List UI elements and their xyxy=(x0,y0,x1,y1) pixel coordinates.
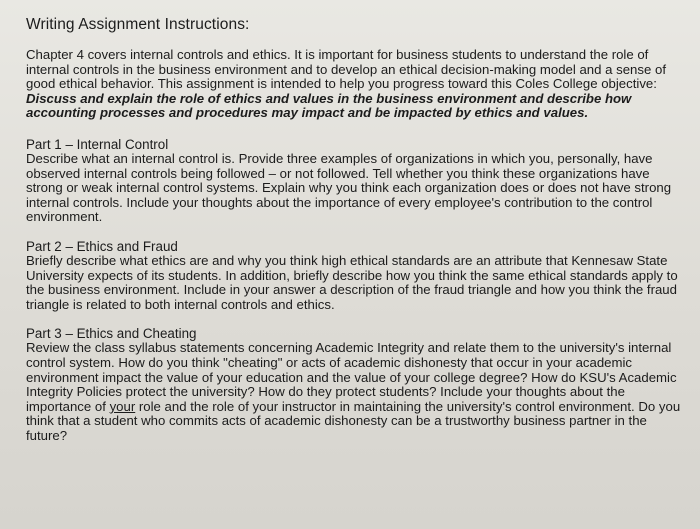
part-1-section xyxy=(26,137,682,225)
part-3-section xyxy=(26,326,682,443)
part-3-body-underlined: your xyxy=(109,398,136,414)
part-1-body: Describe what an internal control is. Provide three examples of organizations in which you, personally, have observed internal controls being followed – or not followed. Tell whether you think these organizations have strong or weak internal control systems. Explain why you think each organization does or does not have strong internal controls. Include your thoughts about the importance of every employee's contribution to the control environment. xyxy=(26,150,672,225)
part-3-body-end: role and the role of your instructor in maintaining the university's control environment. Do you think that a student who commits acts of academic dishonesty can be a trustworthy business partner in the future? xyxy=(26,398,681,443)
page-title: Writing Assignment Instructions: xyxy=(26,16,250,33)
part-1-heading: Part 1 – Internal Control xyxy=(26,136,169,152)
part-2-body: Briefly describe what ethics are and why you think high ethical standards are an attribute that Kennesaw State University expects of its students. In addition, briefly describe how you think the same ethical standards apply to the business environment. Include in your answer a description of the fraud triangle and how you think the fraud triangle is related to both internal controls and ethics. xyxy=(26,252,678,312)
part-3-body xyxy=(26,341,682,443)
part-3-heading: Part 3 – Ethics and Cheating xyxy=(26,326,197,342)
objective-text: Discuss and explain the role of ethics and values in the business environment and describe how accounting processes and procedures may impact and be impacted by ethics and values. xyxy=(26,90,632,121)
intro-paragraph xyxy=(26,48,682,121)
part-3-body-start: Review the class syllabus statements concerning Academic Integrity and relate them to the university's internal control system. How do you think "cheating" or acts of academic dishonesty that occur in your academic environment impact the value of your education and the value of your college degree? How do KSU's Academic Integrity Policies protect the university? How do they protect students? Include your thoughts about the importance of xyxy=(26,340,677,414)
part-2-heading: Part 2 – Ethics and Fraud xyxy=(26,238,178,254)
part-2-section xyxy=(26,239,682,312)
intro-text: Chapter 4 covers internal controls and ethics. It is important for business students to understand the role of internal controls in the business environment and to develop an ethical decision-making model and a sense of good ethical behavior. This assignment is intended to help you progress toward this Coles College objective: xyxy=(26,47,666,92)
